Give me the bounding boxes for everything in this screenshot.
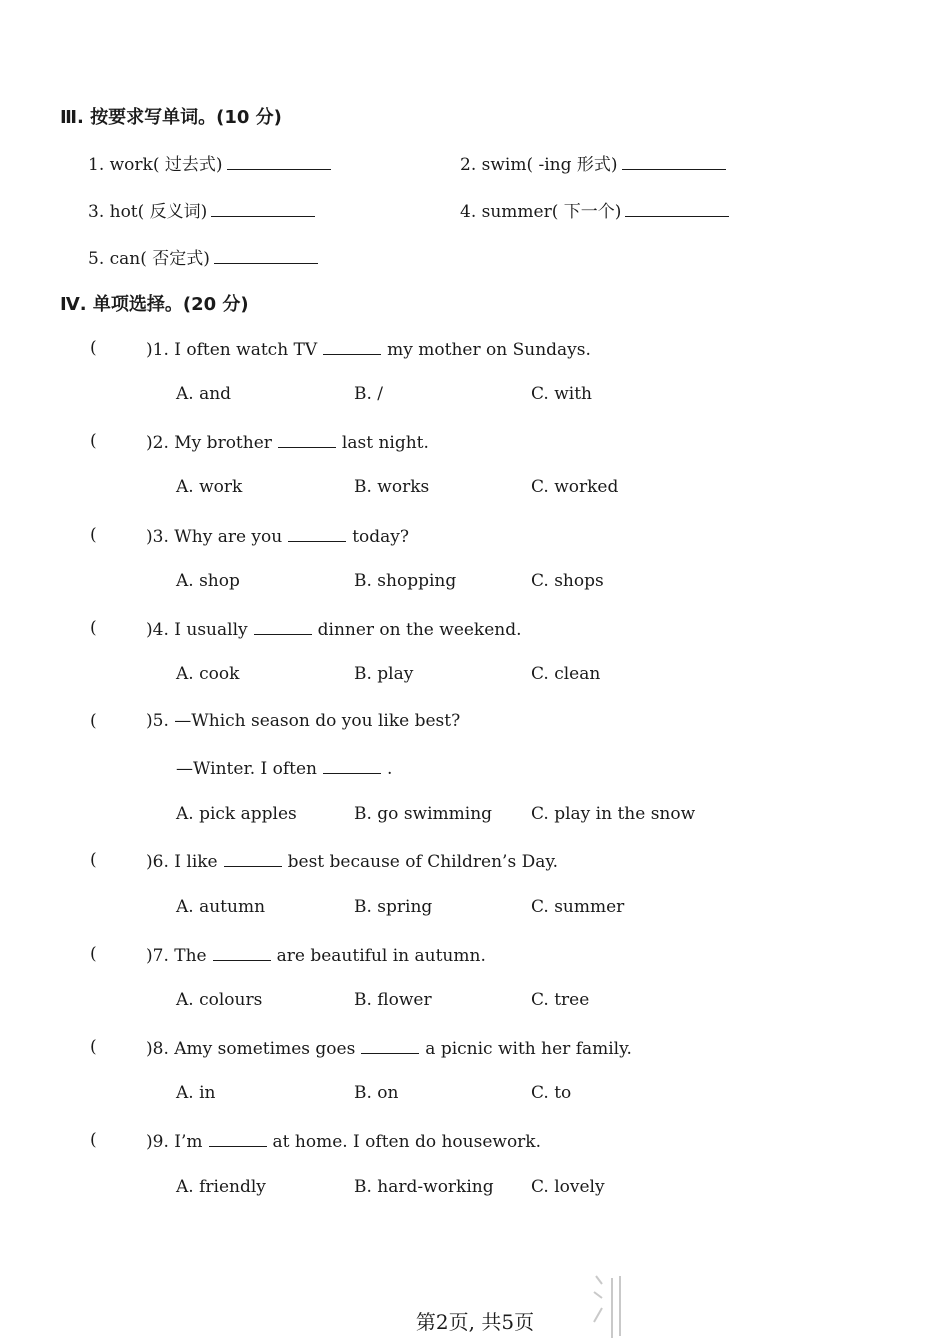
question-blank: [224, 850, 282, 867]
option-b: B. play: [354, 664, 414, 684]
question-text-before: My brother: [174, 433, 272, 453]
question-text-before: The: [174, 946, 207, 966]
question-number: )7.: [146, 946, 169, 966]
question-number: )6.: [146, 852, 169, 872]
section-4-heading: Ⅳ. 单项选择。(20 分): [60, 294, 249, 315]
answer-paren[interactable]: (: [90, 944, 97, 964]
question-5-reply: [176, 757, 392, 779]
question-text-before: I often watch TV: [174, 340, 318, 360]
question-number: )2.: [146, 433, 169, 453]
question-8: [146, 1037, 632, 1059]
question-7: [146, 944, 486, 966]
answer-paren[interactable]: (: [90, 1130, 97, 1150]
question-9: [146, 1130, 541, 1152]
option-c: C. summer: [531, 897, 625, 917]
option-a: A. colours: [176, 990, 263, 1010]
option-c: C. lovely: [531, 1177, 605, 1197]
question-text-after: .: [387, 759, 393, 779]
question-number: )3.: [146, 527, 169, 547]
question-blank: [288, 525, 346, 542]
option-a: A. shop: [176, 571, 240, 591]
option-b: B. hard-working: [354, 1177, 494, 1197]
question-text-before: I usually: [174, 620, 248, 640]
option-c: C. play in the snow: [531, 804, 696, 824]
answer-paren[interactable]: (: [90, 525, 97, 545]
option-a: A. and: [176, 384, 232, 404]
answer-paren[interactable]: (: [90, 1037, 97, 1057]
question-1: [146, 338, 591, 360]
question-text-after: at home. I often do housework.: [272, 1132, 542, 1152]
question-3: [146, 525, 409, 547]
question-blank: [209, 1130, 267, 1147]
page-number: 第2页, 共5页: [415, 1310, 535, 1334]
question-number: )5.: [146, 711, 169, 731]
question-text-before: Amy sometimes goes: [174, 1039, 356, 1059]
question-number: )8.: [146, 1039, 169, 1059]
answer-blank[interactable]: [625, 200, 729, 217]
question-number: )1.: [146, 340, 169, 360]
word-item-label: 3. hot( 反义词): [88, 202, 208, 222]
answer-paren[interactable]: (: [90, 431, 97, 451]
question-text-before: —Which season do you like best?: [174, 711, 461, 731]
question-text-after: best because of Children’s Day.: [287, 852, 559, 872]
section-3-heading: Ⅲ. 按要求写单词。(10 分): [60, 107, 282, 128]
word-item-5: [88, 244, 318, 269]
option-a: A. autumn: [176, 897, 266, 917]
option-c: C. shops: [531, 571, 604, 591]
question-6: [146, 850, 558, 872]
word-item-label: 5. can( 否定式): [88, 249, 210, 269]
question-number: )4.: [146, 620, 169, 640]
option-b: B. spring: [354, 897, 433, 917]
question-blank: [278, 431, 336, 448]
option-b: B. works: [354, 477, 430, 497]
word-item-label: 1. work( 过去式): [88, 155, 223, 175]
option-c: C. tree: [531, 990, 590, 1010]
question-text-after: my mother on Sundays.: [387, 340, 591, 360]
question-text-after: dinner on the weekend.: [317, 620, 522, 640]
question-text-before: Why are you: [174, 527, 283, 547]
answer-paren[interactable]: (: [90, 618, 97, 638]
option-c: C. to: [531, 1083, 572, 1103]
question-4: [146, 618, 522, 640]
answer-blank[interactable]: [227, 153, 331, 170]
option-a: A. in: [176, 1083, 216, 1103]
question-5: [146, 711, 460, 731]
option-b: B. go swimming: [354, 804, 493, 824]
word-item-4: [460, 197, 729, 222]
word-item-label: 4. summer( 下一个): [460, 202, 622, 222]
option-c: C. worked: [531, 477, 619, 497]
question-blank: [361, 1037, 419, 1054]
word-item-3: [88, 197, 315, 222]
option-b: B. shopping: [354, 571, 457, 591]
watermark-icon: [590, 1272, 626, 1342]
question-blank: [323, 338, 381, 355]
option-a: A. pick apples: [176, 804, 297, 824]
answer-paren[interactable]: (: [90, 850, 97, 870]
option-b: B. flower: [354, 990, 432, 1010]
question-blank: [213, 944, 271, 961]
word-item-label: 2. swim( -ing 形式): [460, 155, 618, 175]
question-text-after: are beautiful in autumn.: [276, 946, 486, 966]
question-text-before: I’m: [174, 1132, 203, 1152]
answer-paren[interactable]: (: [90, 711, 97, 731]
answer-paren[interactable]: (: [90, 338, 97, 358]
question-blank: [323, 757, 381, 774]
question-text-after: a picnic with her family.: [425, 1039, 632, 1059]
option-c: C. with: [531, 384, 592, 404]
option-a: A. friendly: [176, 1177, 266, 1197]
question-blank: [254, 618, 312, 635]
answer-blank[interactable]: [211, 200, 315, 217]
question-number: )9.: [146, 1132, 169, 1152]
question-text-before: I like: [174, 852, 218, 872]
question-2: [146, 431, 429, 453]
question-text-after: today?: [352, 527, 410, 547]
option-c: C. clean: [531, 664, 601, 684]
answer-blank[interactable]: [622, 153, 726, 170]
word-item-2: [460, 150, 726, 175]
question-text-before: —Winter. I often: [176, 759, 318, 779]
word-item-1: [88, 150, 331, 175]
answer-blank[interactable]: [214, 247, 318, 264]
option-a: A. cook: [176, 664, 240, 684]
option-a: A. work: [176, 477, 243, 497]
option-b: B. on: [354, 1083, 399, 1103]
option-b: B. /: [354, 384, 384, 404]
question-text-after: last night.: [341, 433, 429, 453]
